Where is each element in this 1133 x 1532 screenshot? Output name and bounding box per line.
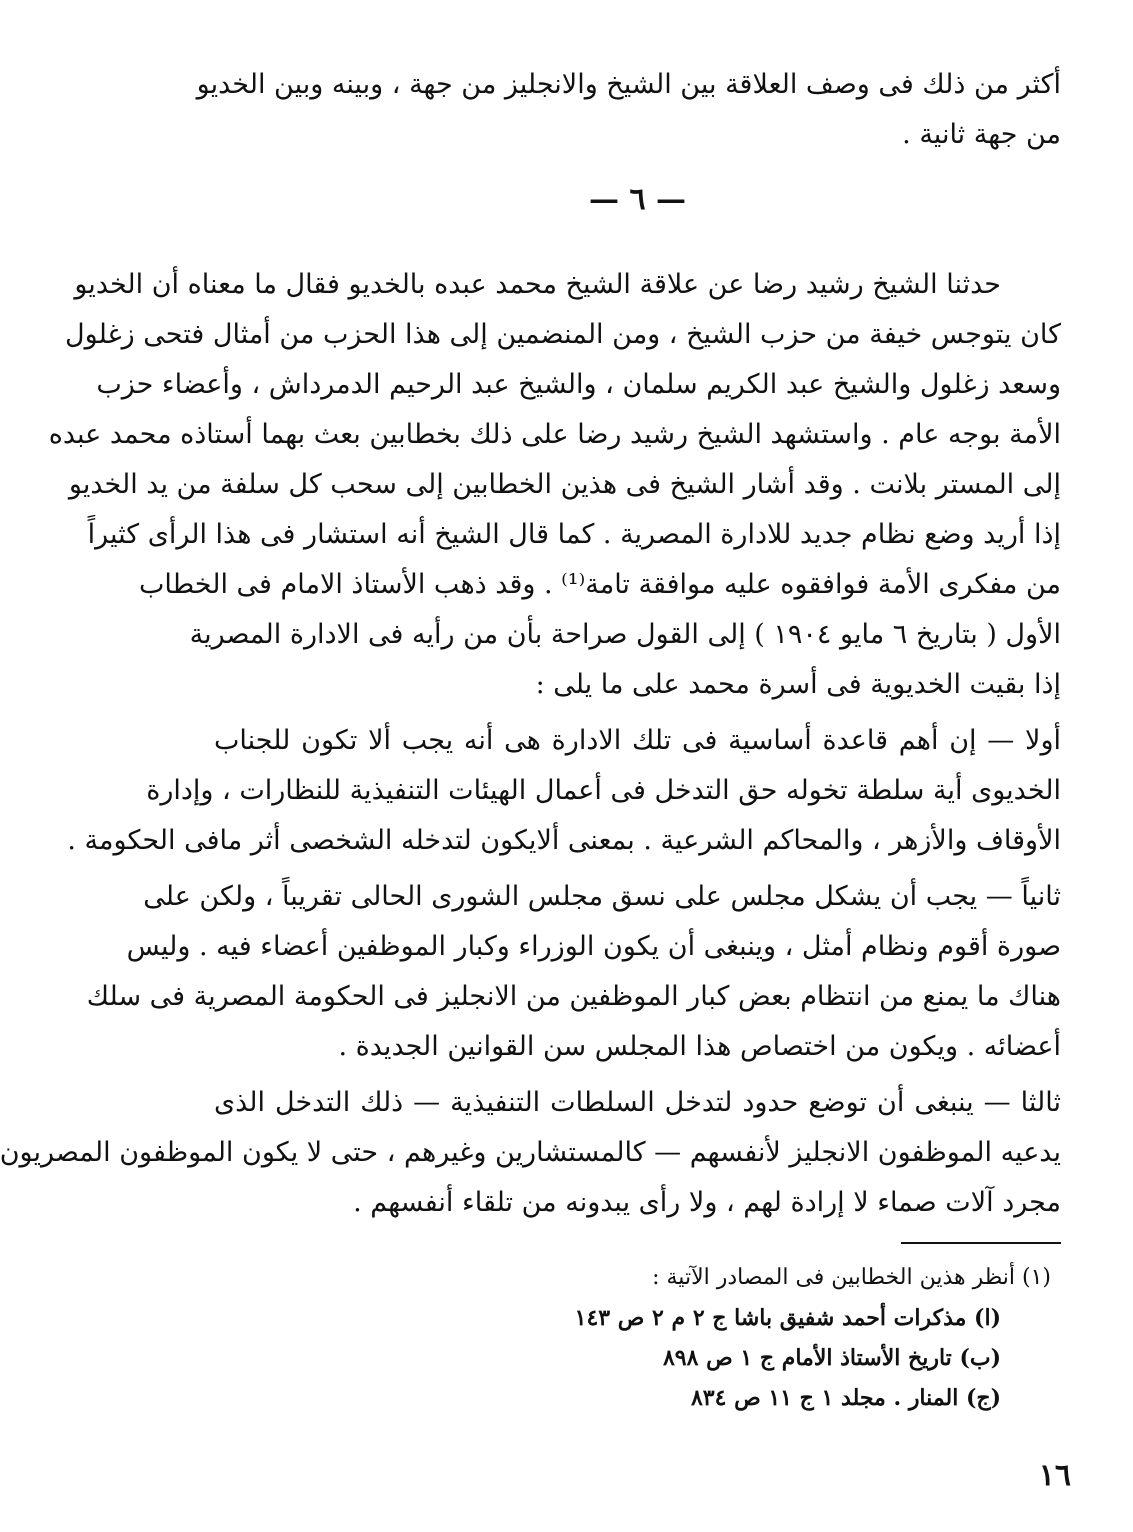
text-line: إلى المستر بلانت . وقد أشار الشيخ فى هذين الخطابين إلى سحب كل سلفة من يد الخديو xyxy=(68,469,1061,500)
footnote-divider xyxy=(901,1242,1061,1244)
paragraph-third-point xyxy=(0,1078,1061,1228)
text-line: أكثر من ذلك فى وصف العلاقة بين الشيخ والانجليز من جهة ، وبينه وبين الخديو xyxy=(196,69,1061,100)
section-number: — ٦ — xyxy=(588,182,687,217)
text-line: من مفكرى الأمة فوافقوه عليه موافقة تامة⁽¹⁾ . وقد ذهب الأستاذ الامام فى الخطاب xyxy=(139,569,1061,600)
text-line: أعضائه . ويكون من اختصاص هذا المجلس سن القوانين الجديدة . xyxy=(338,1031,1061,1062)
text-line: الأمة بوجه عام . واستشهد الشيخ رشيد رضا على ذلك بخطابين بعث بهما أستاذه محمد عبده xyxy=(48,419,1061,450)
paragraph-second-point xyxy=(86,872,1061,1072)
text-line: ثالثا — ينبغى أن توضع حدود لتدخل السلطات التنفيذية — ذلك التدخل الذى xyxy=(214,1087,1061,1118)
text-line: كان يتوجس خيفة من حزب الشيخ ، ومن المنضمين إلى هذا الحزب من أمثال فتحى زغلول xyxy=(65,319,1061,350)
text-line: الخديوى أية سلطة تخوله حق التدخل فى أعمال الهيئات التنفيذية للنظارات ، وإدارة xyxy=(146,775,1061,806)
text-line: أولا — إن أهم قاعدة أساسية فى تلك الادارة هى أنه يجب ألا تكون للجناب xyxy=(214,725,1061,756)
footnote-item: (ب) تاريخ الأستاذ الأمام ج ١ ص ٨٩٨ xyxy=(662,1345,1001,1371)
text-line: مجرد آلات صماء لا إرادة لهم ، ولا رأى يبدونه من تلقاء أنفسهم . xyxy=(353,1187,1061,1218)
text-line: هناك ما يمنع من انتظام بعض كبار الموظفين من الانجليز فى الحكومة المصرية فى سلك xyxy=(86,981,1061,1012)
text-line: وسعد زغلول والشيخ عبد الكريم سلمان ، والشيخ عبد الرحيم الدمرداش ، وأعضاء حزب xyxy=(96,369,1061,400)
text-line: إذا بقيت الخديوية فى أسرة محمد على ما يلى : xyxy=(535,669,1061,700)
text-line: إذا أريد وضع نظام جديد للادارة المصرية . كما قال الشيخ أنه استشار فى هذا الرأى كثيراً xyxy=(87,519,1061,550)
text-line: صورة أقوم ونظام أمثل ، وينبغى أن يكون الوزراء وكبار الموظفين أعضاء فيه . وليس xyxy=(126,931,1061,962)
footnotes xyxy=(214,1258,1061,1418)
text-line: الأوقاف والأزهر ، والمحاكم الشرعية . بمعنى ألايكون لتدخله الشخصى أثر مافى الحكومة . xyxy=(67,825,1061,856)
text-line: من جهة ثانية . xyxy=(902,119,1061,150)
text-line: الأول ( بتاريخ ٦ مايو ١٩٠٤ ) إلى القول صراحة بأن من رأيه فى الادارة المصرية xyxy=(189,619,1061,650)
paragraph-khedive-relation xyxy=(48,260,1061,710)
text-line: حدثنا الشيخ رشيد رضا عن علاقة الشيخ محمد عبده بالخديو فقال ما معناه أن الخديو xyxy=(74,269,1001,300)
text-line: ثانياً — يجب أن يشكل مجلس على نسق مجلس الشورى الحالى تقريباً ، ولكن على xyxy=(143,881,1061,912)
intro-paragraph xyxy=(196,60,1061,160)
footnote-heading: (١) أنظر هذين الخطابين فى المصادر الآتية : xyxy=(652,1265,1051,1290)
footnote-item: (ج) المنار . مجلد ١ ج ١١ ص ٨٣٤ xyxy=(690,1385,1001,1411)
text-line: يدعيه الموظفون الانجليز لأنفسهم — كالمستشارين وغيرهم ، حتى لا يكون الموظفون المصريون xyxy=(0,1137,1061,1168)
page-number: ١٦ xyxy=(1038,1458,1071,1493)
footnote-item: (ا) مذكرات أحمد شفيق باشا ج ٢ م ٢ ص ١٤٣ xyxy=(574,1305,1001,1331)
paragraph-first-point xyxy=(67,716,1061,866)
